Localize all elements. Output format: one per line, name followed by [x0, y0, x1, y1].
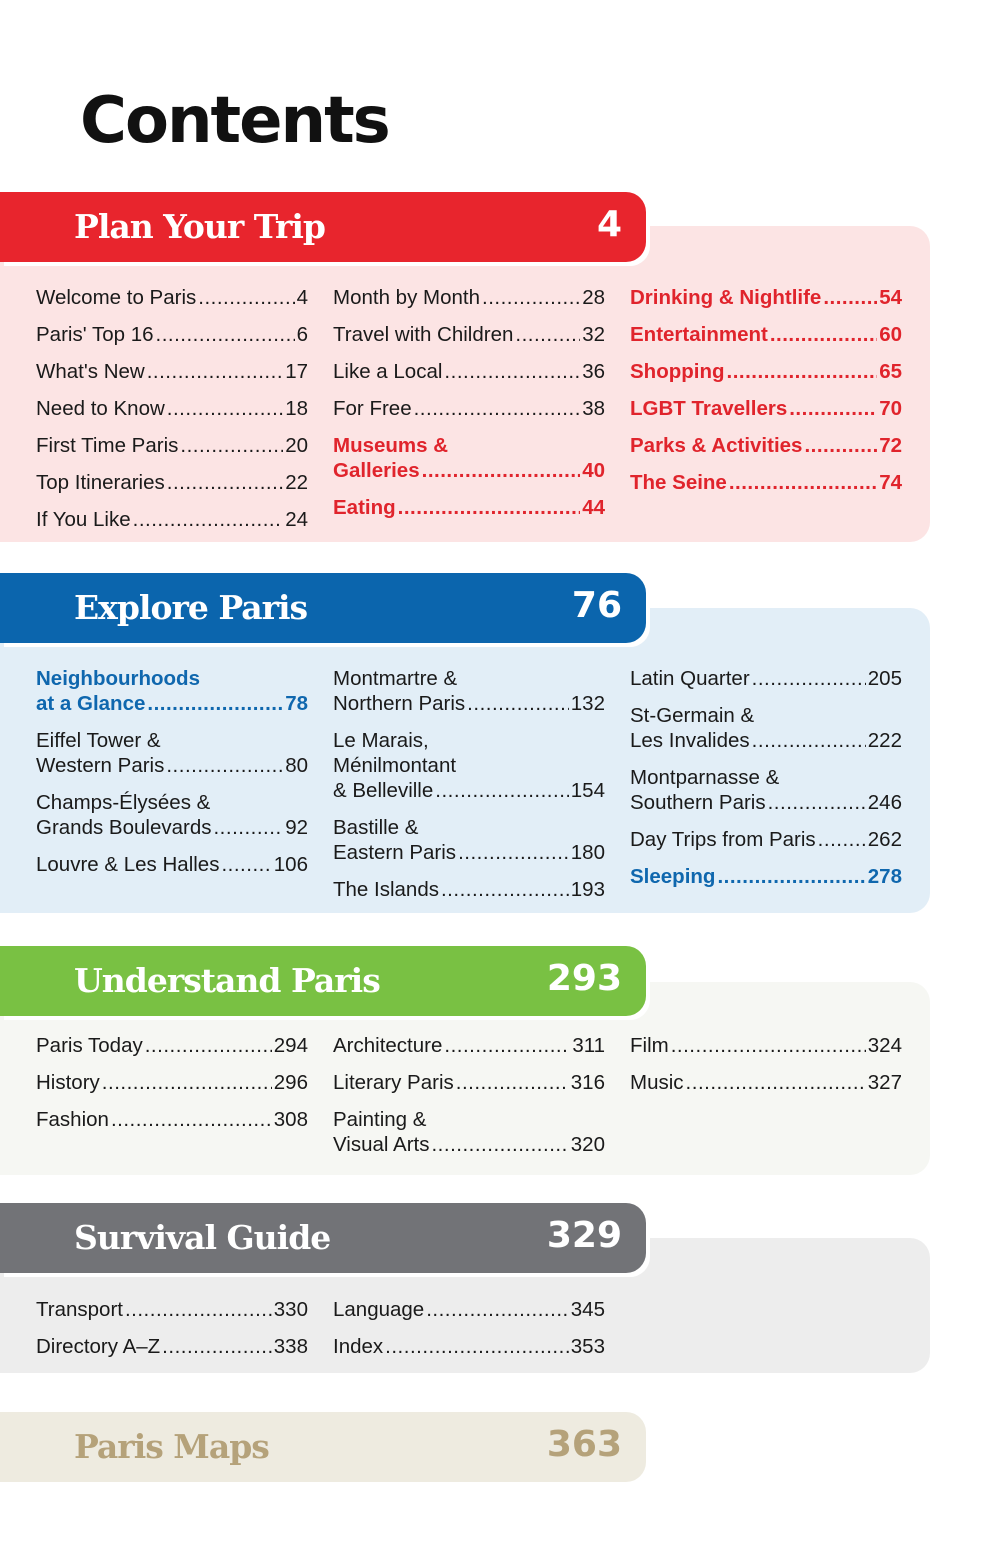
- toc-entry[interactable]: [36, 666, 308, 716]
- dot-leader: [482, 285, 580, 310]
- dot-leader: [180, 433, 283, 458]
- toc-entry[interactable]: [36, 470, 308, 495]
- dot-leader: [515, 322, 580, 347]
- toc-entry-page: 44: [582, 496, 605, 519]
- dot-leader: [422, 458, 581, 483]
- toc-entry-label: Galleries: [333, 459, 420, 482]
- toc-entry[interactable]: [36, 1070, 308, 1095]
- toc-entry-page: 54: [879, 286, 902, 309]
- section-page-number: 293: [546, 958, 622, 999]
- section-title: Explore Paris: [74, 588, 308, 627]
- toc-entry[interactable]: [36, 433, 308, 458]
- toc-entry-label: Literary Paris: [333, 1071, 454, 1094]
- toc-entry-page: 74: [879, 471, 902, 494]
- survival-guide-tab[interactable]: [0, 1203, 646, 1273]
- toc-entry-label: Like a Local: [333, 360, 443, 383]
- toc-entry-label: Les Invalides: [630, 729, 750, 752]
- dot-leader: [385, 1334, 569, 1359]
- dot-leader: [770, 322, 877, 347]
- toc-entry[interactable]: [333, 728, 605, 803]
- toc-entry-page: 72: [879, 434, 902, 457]
- toc-entry-label: Month by Month: [333, 286, 480, 309]
- toc-entry-page: 193: [570, 878, 605, 901]
- toc-entry-label: Paris' Top 16: [36, 323, 154, 346]
- toc-entry-label: The Islands: [333, 878, 439, 901]
- dot-leader: [717, 864, 865, 889]
- dot-leader: [198, 285, 294, 310]
- toc-entry-page: 205: [867, 667, 902, 690]
- dot-leader: [686, 1070, 866, 1095]
- toc-entry-page: 78: [285, 692, 308, 715]
- toc-entry-label: Music: [630, 1071, 684, 1094]
- dot-leader: [804, 433, 877, 458]
- toc-entry-label: For Free: [333, 397, 412, 420]
- toc-entry-page: 24: [285, 508, 308, 531]
- toc-entry-label: Top Itineraries: [36, 471, 165, 494]
- toc-entry-label: Drinking & Nightlife: [630, 286, 822, 309]
- toc-entry-page: 80: [285, 754, 308, 777]
- dot-leader: [752, 728, 866, 753]
- plan-your-trip-column-1: [36, 285, 308, 544]
- dot-leader: [166, 753, 283, 778]
- dot-leader: [671, 1033, 866, 1058]
- toc-entry[interactable]: [630, 827, 902, 852]
- paris-maps-tab[interactable]: [0, 1412, 646, 1482]
- toc-entry[interactable]: [630, 864, 902, 889]
- dot-leader: [818, 827, 866, 852]
- toc-entry-page: 20: [285, 434, 308, 457]
- dot-leader: [729, 470, 877, 495]
- toc-entry-label: Directory A–Z: [36, 1335, 161, 1358]
- toc-entry[interactable]: [333, 815, 605, 865]
- understand-paris-column-2: [333, 1033, 605, 1169]
- toc-entry-page: 28: [582, 286, 605, 309]
- toc-entry-label: & Belleville: [333, 779, 434, 802]
- toc-entry-page: 316: [570, 1071, 605, 1094]
- toc-entry-page: 246: [867, 791, 902, 814]
- toc-entry-page: 106: [273, 853, 308, 876]
- toc-entry-label: Sleeping: [630, 865, 716, 888]
- understand-paris-column-1: [36, 1033, 308, 1144]
- dot-leader: [133, 507, 284, 532]
- section-page-number: 329: [546, 1215, 622, 1256]
- toc-entry[interactable]: [36, 1297, 308, 1322]
- dot-leader: [167, 470, 283, 495]
- toc-entry[interactable]: [630, 1033, 902, 1058]
- toc-entry[interactable]: [630, 703, 902, 753]
- section-page-number: 363: [546, 1424, 622, 1465]
- toc-entry-page: 324: [867, 1034, 902, 1057]
- dot-leader: [125, 1297, 272, 1322]
- toc-entry-label: Northern Paris: [333, 692, 466, 715]
- explore-paris-tab[interactable]: [0, 573, 646, 643]
- toc-entry-page: 17: [285, 360, 308, 383]
- toc-entry-page: 338: [273, 1335, 308, 1358]
- toc-entry-label: Entertainment: [630, 323, 768, 346]
- toc-entry-label: Champs-Élysées &: [36, 791, 211, 814]
- toc-entry-page: 22: [285, 471, 308, 494]
- dot-leader: [221, 852, 271, 877]
- toc-entry[interactable]: [630, 470, 902, 495]
- dot-leader: [823, 285, 877, 310]
- section-title: Plan Your Trip: [74, 207, 325, 246]
- toc-entry[interactable]: [630, 1070, 902, 1095]
- toc-entry-label: Grands Boulevards: [36, 816, 212, 839]
- toc-entry-page: 92: [285, 816, 308, 839]
- plan-your-trip-column-2: [333, 285, 605, 532]
- toc-entry-page: 278: [867, 865, 902, 888]
- toc-entry-label: Index: [333, 1335, 384, 1358]
- dot-leader: [467, 691, 569, 716]
- toc-entry-label: Paris Today: [36, 1034, 143, 1057]
- toc-entry-label: LGBT Travellers: [630, 397, 788, 420]
- understand-paris-tab[interactable]: [0, 946, 646, 1016]
- toc-entry[interactable]: [630, 396, 902, 421]
- toc-entry-page: 330: [273, 1298, 308, 1321]
- explore-paris-column-2: [333, 666, 605, 914]
- toc-entry-label: Need to Know: [36, 397, 165, 420]
- toc-entry[interactable]: [630, 359, 902, 384]
- toc-entry[interactable]: [333, 285, 605, 310]
- dot-leader: [789, 396, 877, 421]
- toc-entry-label: Welcome to Paris: [36, 286, 197, 309]
- toc-entry-label: Parks & Activities: [630, 434, 803, 457]
- toc-entry-label: Latin Quarter: [630, 667, 750, 690]
- toc-entry-page: 18: [285, 397, 308, 420]
- toc-entry-page: 353: [570, 1335, 605, 1358]
- dot-leader: [435, 778, 569, 803]
- toc-entry-page: 327: [867, 1071, 902, 1094]
- toc-entry[interactable]: [333, 359, 605, 384]
- toc-entry-label: Neighbourhoods: [36, 667, 200, 690]
- toc-entry[interactable]: [36, 1334, 308, 1359]
- toc-entry-label: Bastille &: [333, 816, 419, 839]
- toc-entry-label: Travel with Children: [333, 323, 514, 346]
- toc-entry[interactable]: [333, 877, 605, 902]
- toc-entry-label: Montparnasse &: [630, 766, 780, 789]
- dot-leader: [752, 666, 866, 691]
- toc-entry-page: 311: [572, 1034, 605, 1057]
- toc-entry[interactable]: [630, 666, 902, 691]
- section-title: Paris Maps: [74, 1427, 269, 1466]
- toc-entry-page: 294: [273, 1034, 308, 1057]
- plan-your-trip-column-3: [630, 285, 902, 507]
- survival-guide-column-1: [36, 1297, 308, 1371]
- toc-entry[interactable]: [630, 322, 902, 347]
- toc-entry[interactable]: [36, 728, 308, 778]
- dot-leader: [145, 1033, 272, 1058]
- toc-entry-label: Southern Paris: [630, 791, 766, 814]
- toc-entry-page: 4: [296, 286, 308, 309]
- toc-entry[interactable]: [36, 359, 308, 384]
- dot-leader: [458, 840, 569, 865]
- dot-leader: [426, 1297, 569, 1322]
- toc-entry-page: 65: [879, 360, 902, 383]
- toc-entry-page: 40: [582, 459, 605, 482]
- page-title: Contents: [80, 84, 389, 158]
- explore-paris-column-3: [630, 666, 902, 901]
- toc-entry[interactable]: [36, 322, 308, 347]
- toc-entry-label: Eiffel Tower &: [36, 729, 161, 752]
- toc-entry-page: 70: [879, 397, 902, 420]
- section-title: Understand Paris: [74, 961, 380, 1000]
- toc-entry-label: Museums &: [333, 434, 449, 457]
- toc-entry-label: Day Trips from Paris: [630, 828, 816, 851]
- dot-leader: [441, 877, 569, 902]
- dot-leader: [147, 691, 283, 716]
- toc-entry-label: The Seine: [630, 471, 727, 494]
- dot-leader: [213, 815, 283, 840]
- toc-entry-label: Painting &: [333, 1108, 427, 1131]
- toc-entry[interactable]: [630, 765, 902, 815]
- toc-entry[interactable]: [333, 495, 605, 520]
- toc-entry[interactable]: [36, 790, 308, 840]
- section-title: Survival Guide: [74, 1218, 331, 1257]
- toc-entry-label: Fashion: [36, 1108, 109, 1131]
- understand-paris-column-3: [630, 1033, 902, 1107]
- toc-entry[interactable]: [36, 1107, 308, 1132]
- section-page-number: 76: [571, 585, 622, 626]
- toc-entry-label: Western Paris: [36, 754, 165, 777]
- toc-entry[interactable]: [36, 507, 308, 532]
- toc-entry-page: 132: [570, 692, 605, 715]
- toc-entry[interactable]: [333, 1070, 605, 1095]
- dot-leader: [156, 322, 295, 347]
- toc-entry-page: 32: [582, 323, 605, 346]
- toc-entry[interactable]: [36, 285, 308, 310]
- explore-paris-column-1: [36, 666, 308, 889]
- toc-entry[interactable]: [630, 433, 902, 458]
- dot-leader: [102, 1070, 272, 1095]
- dot-leader: [444, 359, 580, 384]
- toc-entry-page: 38: [582, 397, 605, 420]
- dot-leader: [768, 790, 866, 815]
- toc-entry-page: 308: [273, 1108, 308, 1131]
- toc-entry-label: St-Germain &: [630, 704, 755, 727]
- toc-entry-page: 320: [570, 1133, 605, 1156]
- toc-entry-page: 6: [296, 323, 308, 346]
- toc-entry-label: Montmartre &: [333, 667, 458, 690]
- toc-entry-label: What's New: [36, 360, 145, 383]
- toc-entry[interactable]: [36, 1033, 308, 1058]
- toc-entry[interactable]: [36, 852, 308, 877]
- toc-entry-label: Le Marais,: [333, 729, 429, 752]
- toc-entry-label: Ménilmontant: [333, 754, 457, 777]
- toc-entry-page: 154: [570, 779, 605, 802]
- toc-entry-page: 36: [582, 360, 605, 383]
- toc-entry[interactable]: [333, 322, 605, 347]
- toc-entry-label: If You Like: [36, 508, 131, 531]
- toc-entry-page: 262: [867, 828, 902, 851]
- dot-leader: [162, 1334, 272, 1359]
- toc-entry-label: Transport: [36, 1298, 123, 1321]
- toc-entry-page: 345: [570, 1298, 605, 1321]
- toc-entry[interactable]: [333, 666, 605, 716]
- dot-leader: [414, 396, 581, 421]
- dot-leader: [727, 359, 878, 384]
- toc-entry-page: 60: [879, 323, 902, 346]
- toc-entry-label: Visual Arts: [333, 1133, 430, 1156]
- toc-entry-label: Language: [333, 1298, 425, 1321]
- toc-entry[interactable]: [333, 1033, 605, 1058]
- dot-leader: [456, 1070, 569, 1095]
- toc-entry-label: Eating: [333, 496, 396, 519]
- toc-entry-label: Film: [630, 1034, 669, 1057]
- toc-entry-label: Louvre & Les Halles: [36, 853, 220, 876]
- dot-leader: [398, 495, 581, 520]
- toc-entry-page: 296: [273, 1071, 308, 1094]
- toc-entry[interactable]: [333, 433, 605, 483]
- toc-entry-label: Architecture: [333, 1034, 443, 1057]
- toc-entry-page: 180: [570, 841, 605, 864]
- toc-entry-label: at a Glance: [36, 692, 146, 715]
- toc-entry-label: Shopping: [630, 360, 725, 383]
- toc-entry-label: Eastern Paris: [333, 841, 457, 864]
- survival-guide-column-2: [333, 1297, 605, 1371]
- toc-entry[interactable]: [630, 285, 902, 310]
- toc-entry-label: History: [36, 1071, 100, 1094]
- dot-leader: [147, 359, 283, 384]
- toc-entry[interactable]: [333, 396, 605, 421]
- toc-entry-label: First Time Paris: [36, 434, 179, 457]
- dot-leader: [444, 1033, 570, 1058]
- dot-leader: [431, 1132, 568, 1157]
- section-page-number: 4: [596, 204, 622, 245]
- toc-entry[interactable]: [36, 396, 308, 421]
- dot-leader: [111, 1107, 272, 1132]
- toc-entry[interactable]: [333, 1334, 605, 1359]
- toc-entry[interactable]: [333, 1297, 605, 1322]
- plan-your-trip-tab[interactable]: [0, 192, 646, 262]
- toc-entry[interactable]: [333, 1107, 605, 1157]
- dot-leader: [167, 396, 283, 421]
- toc-entry-page: 222: [867, 729, 902, 752]
